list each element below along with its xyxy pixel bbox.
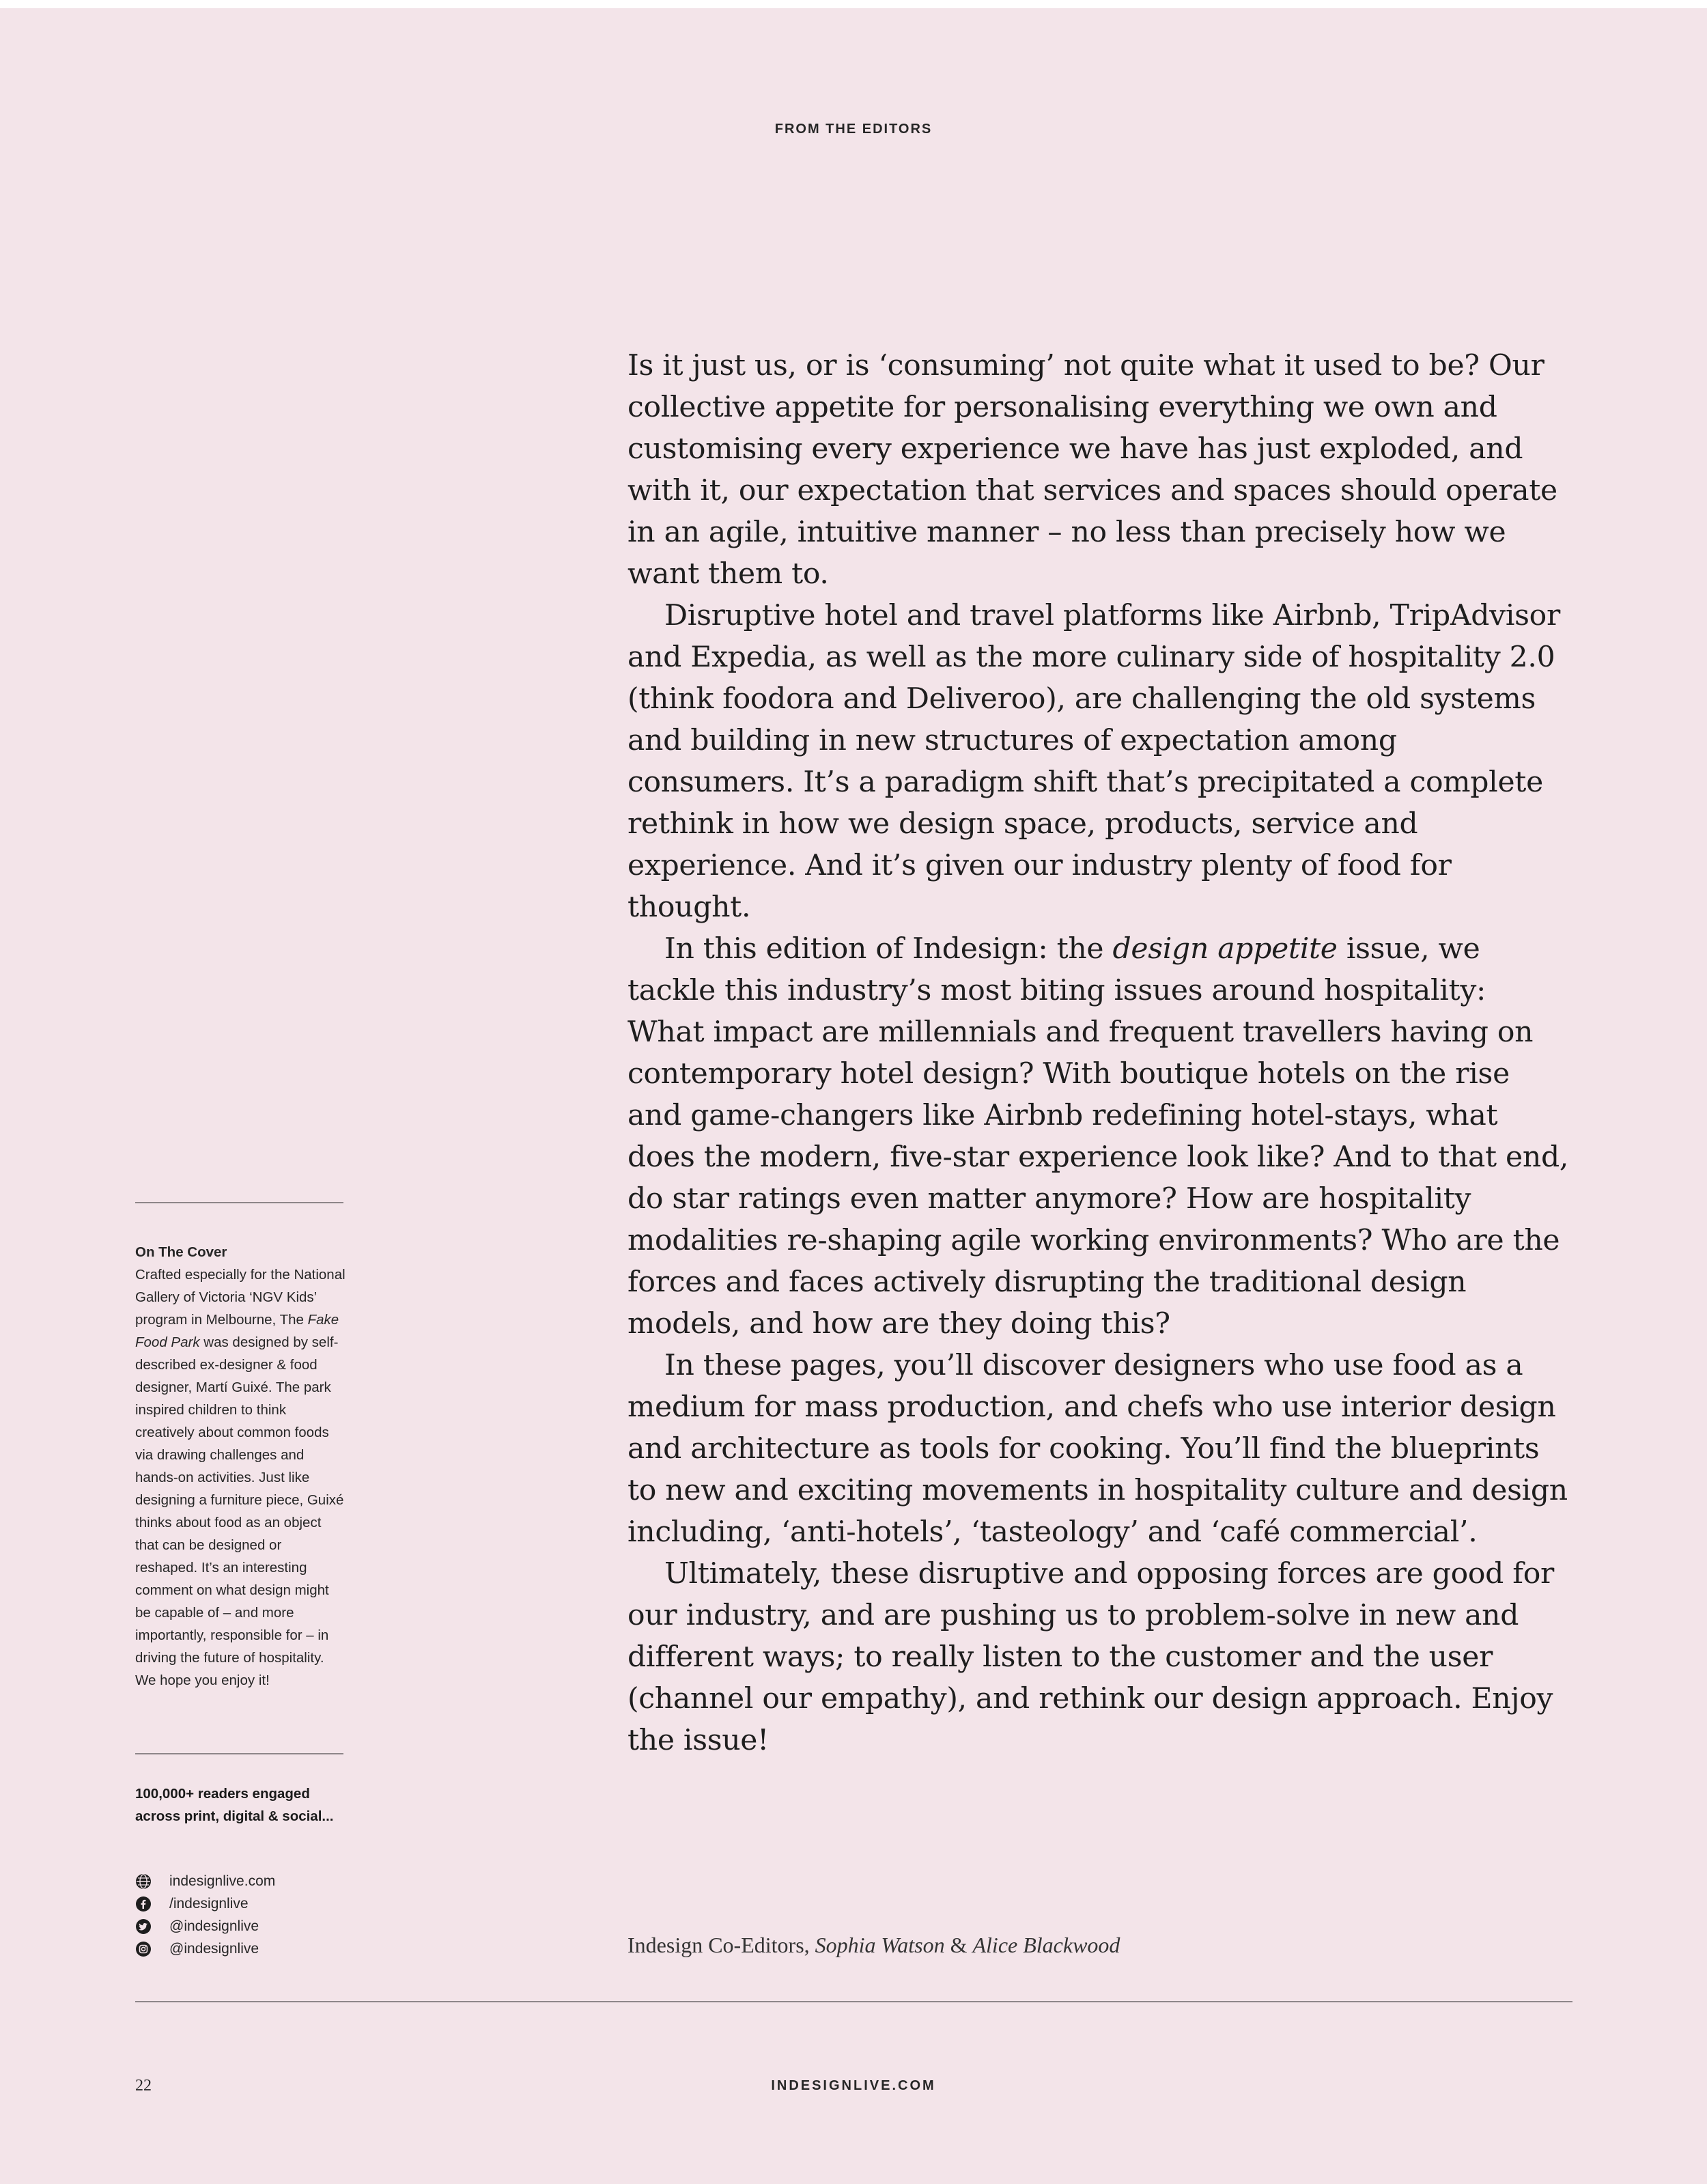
editor-name-1: Sophia Watson [815,1933,945,1957]
cover-note [135,1241,347,1692]
cover-project-name: Fake Food Park [135,1312,339,1350]
editorial-paragraph-3 [627,928,1570,1345]
page-number: 22 [135,2077,152,2095]
editorial-paragraph-3-end: issue, we tackle this industry’s most biting issues around hospitality: What impact are millennials and frequent travellers having on contemporary hotel design? With boutique hotels on the rise and game-changers like Airbnb redefining hotel-stays, what does the modern, five-star experience look like? And to that end, do star ratings even matter anymore? How are hospitality modalities re-shaping agile working environments? Who are the forces and faces actively disrupting the traditional design models, and how are they doing this? [627,932,1569,1341]
editorial-paragraph-4: In these pages, you’ll discover designers who use food as a medium for mass production, and chefs who use interior design and architecture as tools for cooking. You’ll find the blueprints to new and exciting movements in hospitality culture and design including, ‘anti-hotels’, ‘tasteology’ and ‘café commercial’. [627,1349,1568,1549]
issue-name: design appetite [1112,932,1338,966]
footer-divider [135,2001,1572,2002]
facebook-icon [135,1896,152,1912]
cover-text-start: Crafted especially for the National Gallery of Victoria ‘NGV Kids’ program in Melbourne, The [135,1267,345,1328]
cover-note-text [135,1263,347,1669]
editorial-paragraph-2: Disruptive hotel and travel platforms like Airbnb, TripAdvisor and Expedia, as well as the more culinary side of hospitality 2.0 (think foodora and Deliveroo), are challenging the old systems and building in new structures of expectation among consumers. It’s a paradigm shift that’s precipitated a complete rethink in how we design space, products, service and experience. And it’s given our industry plenty of food for thought. [627,599,1560,924]
editorial-paragraph-5: Ultimately, these disruptive and opposing forces are good for our industry, and are pushing us to problem-solve in new and different ways; to really listen to the customer and the user (channel our empathy), and rethink our design approach. Enjoy the issue! [627,1557,1554,1757]
social-link-website[interactable] [135,1870,275,1892]
social-link-facebook[interactable] [135,1892,275,1915]
social-link-twitter[interactable] [135,1915,275,1937]
sidebar-divider-top [135,1202,343,1203]
editor-name-2: Alice Blackwood [972,1933,1120,1957]
editorial-paragraph-3-start: In this edition of Indesign: the [664,932,1113,966]
signature-joiner: & [944,1933,973,1957]
footer-url[interactable]: INDESIGNLIVE.COM [771,2078,936,2093]
cover-text-end: was designed by self-described ex-designer & food designer, Martí Guixé. The park inspired children to think creatively about common foods via drawing challenges and hands-on activities. Just like designing a furniture piece, Guixé thinks about food as an object that can be designed or reshaped. It’s an interesting comment on what design might be capable of – and more importantly, responsible for – in driving the future of hospitality. [135,1334,344,1666]
cover-note-closing: We hope you enjoy it! [135,1672,270,1688]
social-link-label: indesignlive.com [169,1873,276,1889]
editorial-paragraph-1: Is it just us, or is ‘consuming’ not quite what it used to be? Our collective appetite for personalising everything we own and customising every experience we have has just exploded, and with it, our expectation that services and spaces should operate in an agile, intuitive manner – no less than precisely how we want them to. [627,349,1557,591]
social-link-instagram[interactable] [135,1937,275,1960]
cover-note-title: On The Cover [135,1244,227,1260]
social-link-label: @indesignlive [169,1918,259,1934]
section-label: FROM THE EDITORS [774,122,933,137]
social-links [135,1870,275,1960]
editorial-body [627,345,1570,1761]
signature-prefix: Indesign Co-Editors, [627,1933,815,1957]
magazine-page [0,8,1707,2184]
social-link-label: /indesignlive [169,1896,249,1912]
twitter-icon [135,1918,152,1935]
globe-icon [135,1873,152,1890]
social-link-label: @indesignlive [169,1941,259,1957]
instagram-icon [135,1941,152,1957]
readership-note: 100,000+ readers engaged across print, digital & social... [135,1786,334,1824]
editors-signature [627,1933,1120,1958]
sidebar-divider-bottom [135,1753,343,1754]
